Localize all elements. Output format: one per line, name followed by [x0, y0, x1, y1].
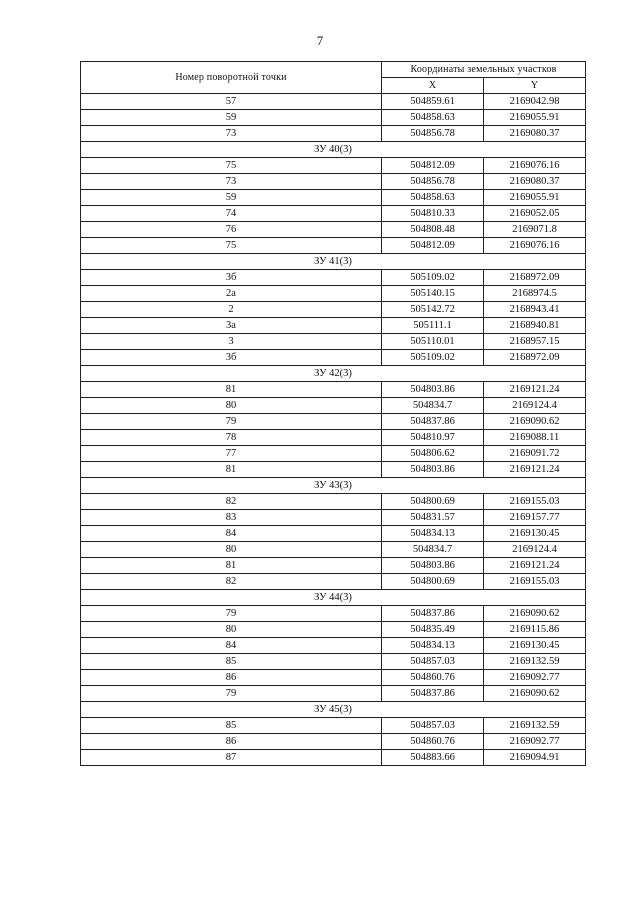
table-row [81, 302, 586, 318]
x-coordinate-cell: 505109.02 [382, 350, 484, 366]
x-coordinate-cell: 504860.76 [382, 734, 484, 750]
table-row [81, 574, 586, 590]
table-row [81, 462, 586, 478]
point-number-cell: 2а [81, 286, 382, 302]
table-row [81, 318, 586, 334]
point-number-cell: 85 [81, 654, 382, 670]
x-coordinate-cell: 504857.03 [382, 718, 484, 734]
point-number-cell: 80 [81, 398, 382, 414]
x-coordinate-cell: 504834.7 [382, 542, 484, 558]
y-coordinate-cell: 2169088.11 [484, 430, 586, 446]
y-coordinate-cell: 2169055.91 [484, 190, 586, 206]
point-number-cell: 59 [81, 110, 382, 126]
table-row [81, 238, 586, 254]
y-coordinate-cell: 2169121.24 [484, 382, 586, 398]
point-number-cell: 86 [81, 670, 382, 686]
point-number-cell: 77 [81, 446, 382, 462]
table-row [81, 446, 586, 462]
table-row [81, 382, 586, 398]
y-coordinate-cell: 2169080.37 [484, 126, 586, 142]
point-number-cell: 80 [81, 622, 382, 638]
point-number-cell: 79 [81, 606, 382, 622]
x-coordinate-cell: 504858.63 [382, 190, 484, 206]
y-column-header: Y [484, 78, 586, 94]
table-row [81, 638, 586, 654]
point-number-cell: 3б [81, 270, 382, 286]
group-label: ЗУ 41(3) [81, 254, 586, 270]
table-row [81, 286, 586, 302]
point-number-cell: 75 [81, 238, 382, 254]
x-coordinate-cell: 504856.78 [382, 174, 484, 190]
y-coordinate-cell: 2169124.4 [484, 398, 586, 414]
y-coordinate-cell: 2169090.62 [484, 686, 586, 702]
y-coordinate-cell: 2169052.05 [484, 206, 586, 222]
point-number-cell: 82 [81, 494, 382, 510]
table-row [81, 126, 586, 142]
x-coordinate-cell: 504834.7 [382, 398, 484, 414]
x-coordinate-cell: 504800.69 [382, 574, 484, 590]
point-number-cell: 85 [81, 718, 382, 734]
point-number-cell: 3 [81, 334, 382, 350]
x-coordinate-cell: 505110.01 [382, 334, 484, 350]
x-coordinate-cell: 504857.03 [382, 654, 484, 670]
x-coordinate-cell: 504859.61 [382, 94, 484, 110]
table-row [81, 494, 586, 510]
group-row [81, 702, 586, 718]
x-coordinate-cell: 504810.33 [382, 206, 484, 222]
y-coordinate-cell: 2168940.81 [484, 318, 586, 334]
group-row [81, 142, 586, 158]
table-row [81, 222, 586, 238]
x-coordinate-cell: 504834.13 [382, 526, 484, 542]
table-row [81, 350, 586, 366]
group-label: ЗУ 44(3) [81, 590, 586, 606]
y-coordinate-cell: 2169124.4 [484, 542, 586, 558]
x-coordinate-cell: 504835.49 [382, 622, 484, 638]
table-row [81, 398, 586, 414]
x-coordinate-cell: 504810.97 [382, 430, 484, 446]
y-coordinate-cell: 2169076.16 [484, 158, 586, 174]
x-coordinate-cell: 504860.76 [382, 670, 484, 686]
table-row [81, 542, 586, 558]
x-coordinate-cell: 504858.63 [382, 110, 484, 126]
y-coordinate-cell: 2168974.5 [484, 286, 586, 302]
y-coordinate-cell: 2169132.59 [484, 718, 586, 734]
group-row [81, 590, 586, 606]
table-row [81, 606, 586, 622]
y-coordinate-cell: 2168957.15 [484, 334, 586, 350]
x-coordinate-cell: 504806.62 [382, 446, 484, 462]
table-row [81, 110, 586, 126]
x-coordinate-cell: 504837.86 [382, 606, 484, 622]
point-number-cell: 84 [81, 638, 382, 654]
table-row [81, 334, 586, 350]
x-coordinate-cell: 504803.86 [382, 462, 484, 478]
point-number-cell: 59 [81, 190, 382, 206]
x-coordinate-cell: 504812.09 [382, 238, 484, 254]
x-coordinate-cell: 505140.15 [382, 286, 484, 302]
x-coordinate-cell: 504837.86 [382, 414, 484, 430]
y-coordinate-cell: 2169130.45 [484, 638, 586, 654]
y-coordinate-cell: 2169080.37 [484, 174, 586, 190]
y-coordinate-cell: 2169157.77 [484, 510, 586, 526]
page-number: 7 [316, 33, 324, 48]
x-coordinate-cell: 504831.57 [382, 510, 484, 526]
table-row [81, 622, 586, 638]
table-row [81, 270, 586, 286]
x-coordinate-cell: 504803.86 [382, 558, 484, 574]
point-number-cell: 83 [81, 510, 382, 526]
point-number-cell: 2 [81, 302, 382, 318]
y-coordinate-cell: 2169071.8 [484, 222, 586, 238]
x-coordinate-cell: 504803.86 [382, 382, 484, 398]
table-row [81, 686, 586, 702]
y-coordinate-cell: 2169090.62 [484, 606, 586, 622]
y-coordinate-cell: 2168972.09 [484, 270, 586, 286]
y-coordinate-cell: 2169115.86 [484, 622, 586, 638]
point-number-cell: 81 [81, 462, 382, 478]
table-row [81, 510, 586, 526]
group-label: ЗУ 45(3) [81, 702, 586, 718]
x-coordinate-cell: 504812.09 [382, 158, 484, 174]
point-column-header: Номер поворотной точки [81, 62, 382, 94]
point-number-cell: 79 [81, 686, 382, 702]
x-column-header: X [382, 78, 484, 94]
point-number-cell: 3а [81, 318, 382, 334]
table-row [81, 158, 586, 174]
point-number-cell: 84 [81, 526, 382, 542]
group-label: ЗУ 40(3) [81, 142, 586, 158]
table-row [81, 190, 586, 206]
y-coordinate-cell: 2169155.03 [484, 494, 586, 510]
y-coordinate-cell: 2169130.45 [484, 526, 586, 542]
table-body [81, 94, 586, 766]
group-row [81, 366, 586, 382]
group-label: ЗУ 43(3) [81, 478, 586, 494]
y-coordinate-cell: 2169132.59 [484, 654, 586, 670]
table-row [81, 206, 586, 222]
table-row [81, 94, 586, 110]
x-coordinate-cell: 504837.86 [382, 686, 484, 702]
group-label: ЗУ 42(3) [81, 366, 586, 382]
table-row [81, 734, 586, 750]
y-coordinate-cell: 2168943.41 [484, 302, 586, 318]
table-row [81, 526, 586, 542]
table-header [81, 62, 586, 94]
x-coordinate-cell: 504834.13 [382, 638, 484, 654]
table-row [81, 750, 586, 766]
table-row [81, 670, 586, 686]
point-number-cell: 80 [81, 542, 382, 558]
y-coordinate-cell: 2169055.91 [484, 110, 586, 126]
y-coordinate-cell: 2168972.09 [484, 350, 586, 366]
table-row [81, 430, 586, 446]
x-coordinate-cell: 504808.48 [382, 222, 484, 238]
point-number-cell: 81 [81, 382, 382, 398]
table-row [81, 414, 586, 430]
point-number-cell: 57 [81, 94, 382, 110]
x-coordinate-cell: 504800.69 [382, 494, 484, 510]
point-number-cell: 81 [81, 558, 382, 574]
y-coordinate-cell: 2169121.24 [484, 462, 586, 478]
y-coordinate-cell: 2169091.72 [484, 446, 586, 462]
table-row [81, 174, 586, 190]
y-coordinate-cell: 2169042.98 [484, 94, 586, 110]
point-number-cell: 76 [81, 222, 382, 238]
point-number-cell: 73 [81, 174, 382, 190]
table-row [81, 654, 586, 670]
point-number-cell: 79 [81, 414, 382, 430]
point-number-cell: 75 [81, 158, 382, 174]
point-number-cell: 78 [81, 430, 382, 446]
group-row [81, 478, 586, 494]
point-number-cell: 86 [81, 734, 382, 750]
table-row [81, 718, 586, 734]
coords-column-header: Координаты земельных участков [382, 62, 586, 78]
table-row [81, 558, 586, 574]
point-number-cell: 73 [81, 126, 382, 142]
y-coordinate-cell: 2169090.62 [484, 414, 586, 430]
x-coordinate-cell: 504856.78 [382, 126, 484, 142]
group-row [81, 254, 586, 270]
x-coordinate-cell: 505111.1 [382, 318, 484, 334]
x-coordinate-cell: 504883.66 [382, 750, 484, 766]
y-coordinate-cell: 2169092.77 [484, 670, 586, 686]
y-coordinate-cell: 2169155.03 [484, 574, 586, 590]
point-number-cell: 3б [81, 350, 382, 366]
coordinates-table [80, 61, 586, 766]
y-coordinate-cell: 2169076.16 [484, 238, 586, 254]
point-number-cell: 82 [81, 574, 382, 590]
y-coordinate-cell: 2169121.24 [484, 558, 586, 574]
point-number-cell: 74 [81, 206, 382, 222]
x-coordinate-cell: 505109.02 [382, 270, 484, 286]
y-coordinate-cell: 2169094.91 [484, 750, 586, 766]
point-number-cell: 87 [81, 750, 382, 766]
y-coordinate-cell: 2169092.77 [484, 734, 586, 750]
x-coordinate-cell: 505142.72 [382, 302, 484, 318]
